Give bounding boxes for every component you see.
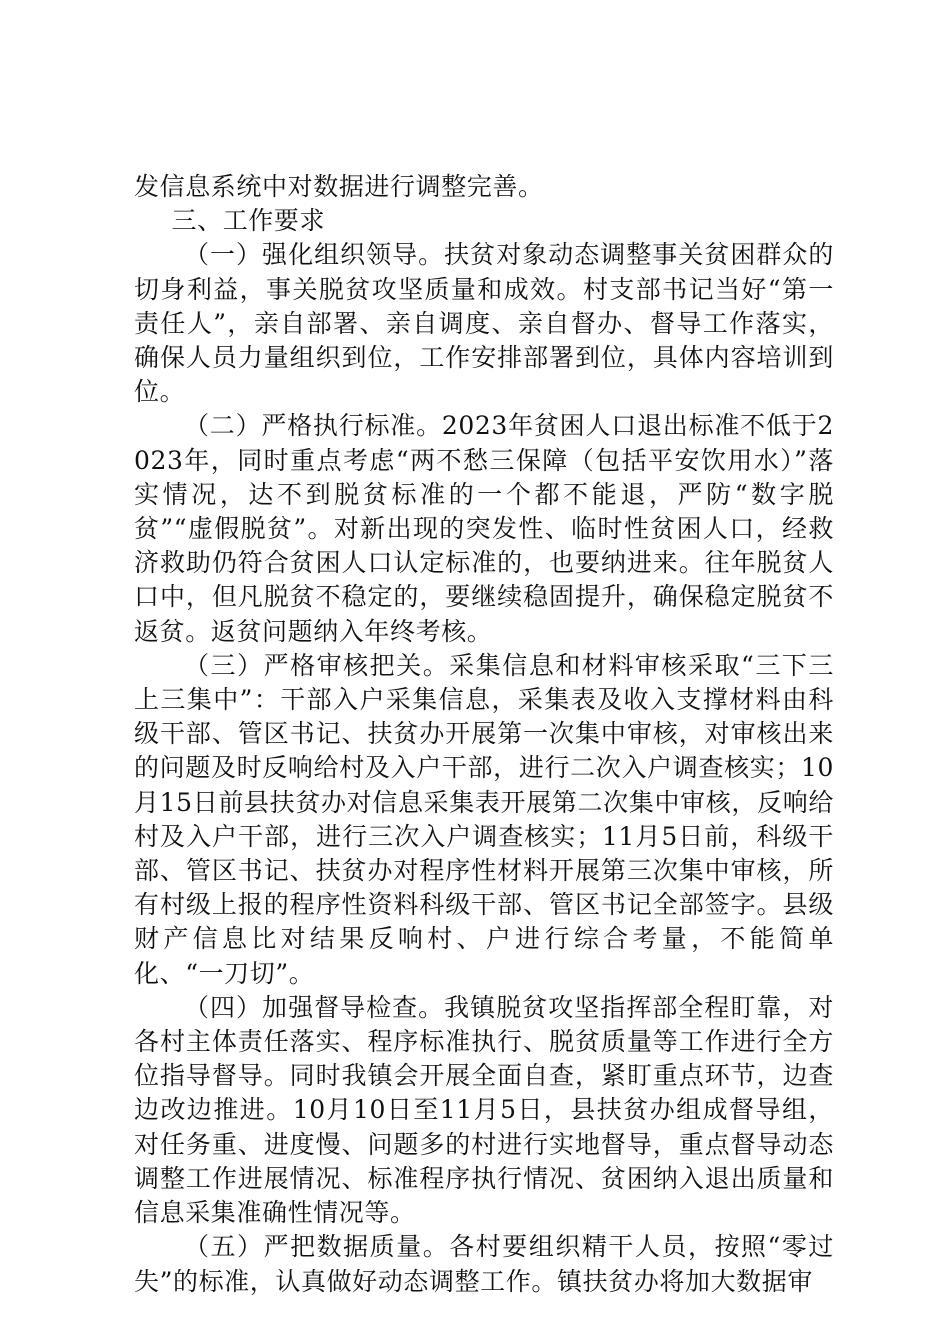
paragraph-continuation: 发信息系统中对数据进行调整完善。: [134, 172, 544, 201]
document-body: [134, 170, 834, 1299]
paragraph-audit-review: （三）严格审核把关。采集信息和材料审核采取“三下三上三集中”：干部入户采集信息，采集表及收入支撑材料由科级干部、管区书记、扶贫办开展第一次集中审核，对审核出来的问题及时反响给村及入户干部，进行二次入户调查核实；10月15日前县扶贫办对信息采集表开展第二次集中审核，反响给村及入户干部，进行三次入户调查核实；11月5日前，科级干部、管区书记、扶贫办对程序性材料开展第三次集中审核，所有村级上报的程序性资料科级干部、管区书记全部签字。县级财产信息比对结果反响村、户进行综合考量，不能简单化、“一刀切”。: [134, 650, 834, 988]
paragraph-data-quality: （五）严把数据质量。各村要组织精干人员，按照“零过失”的标准，认真做好动态调整工作。镇扶贫办将加大数据审: [134, 1232, 834, 1296]
paragraph-execution-standards: （二）严格执行标准。2023年贫困人口退出标准不低于2023年，同时重点考虑“两不愁三保障（包括平安饮用水）”落实情况，达不到脱贫标准的一个都不能退，严防“数字脱贫”“虚假脱贫”。对新出现的突发性、临时性贫困人口，经救济救助仍符合贫困人口认定标准的，也要纳进来。往年脱贫人口中，但凡脱贫不稳定的，要继续稳固提升，确保稳定脱贫不返贫。返贫问题纳入年终考核。: [134, 411, 834, 646]
section-heading-work-requirements: 三、工作要求: [171, 206, 326, 236]
paragraph-organization-leadership: （一）强化组织领导。扶贫对象动态调整事关贫困群众的切身利益，事关脱贫攻坚质量和成效。村支部书记当好“第一责任人”，亲自部署、亲自调度、亲自督办、督导工作落实，确保人员力量组织到位，工作安排部署到位，具体内容培训到位。: [134, 240, 834, 407]
paragraph-supervision-inspection: （四）加强督导检查。我镇脱贫攻坚指挥部全程盯靠，对各村主体责任落实、程序标准执行、脱贫质量等工作进行全方位指导督导。同时我镇会开展全面自查，紧盯重点环节，边查边改边推进。10月10日至11月5日，县扶贫办组成督导组，对任务重、进度慢、问题多的村进行实地督导，重点督导动态调整工作进展情况、标准程序执行情况、贫困纳入退出质量和信息采集准确性情况等。: [134, 992, 834, 1228]
